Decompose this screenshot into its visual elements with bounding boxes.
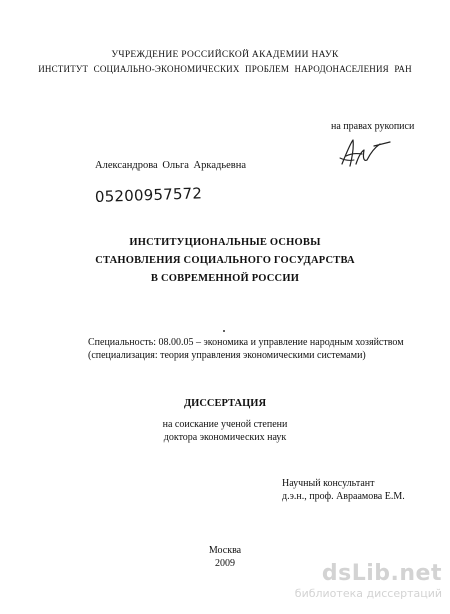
watermark-logo: dsLib.net bbox=[321, 561, 442, 586]
handwritten-signature bbox=[336, 136, 392, 170]
title-line-1: ИНСТИТУЦИОНАЛЬНЫЕ ОСНОВЫ bbox=[129, 237, 321, 248]
specialty-line-2: (специализация: теория управления экономическими системами) bbox=[88, 350, 366, 361]
consultant-name: д.э.н., проф. Авраамова Е.М. bbox=[282, 491, 405, 502]
title-line-3: В СОВРЕМЕННОЙ РОССИИ bbox=[150, 273, 300, 284]
city: Москва bbox=[208, 545, 242, 556]
institution-line-1: УЧРЕЖДЕНИЕ РОССИЙСКОЙ АКАДЕМИИ НАУК bbox=[111, 50, 339, 60]
ink-speck bbox=[223, 330, 225, 332]
watermark-subtitle: библиотека диссертаций bbox=[294, 587, 442, 600]
institution-line-2: ИНСТИТУТ СОЦИАЛЬНО-ЭКОНОМИЧЕСКИХ ПРОБЛЕМ НАРОДОНАСЕЛЕНИЯ РАН bbox=[38, 64, 412, 74]
handwritten-stamp-number: 05200957572 bbox=[94, 184, 203, 206]
title-line-2: СТАНОВЛЕНИЯ СОЦИАЛЬНОГО ГОСУДАРСТВА bbox=[95, 255, 355, 266]
degree-line-1: на соискание ученой степени bbox=[162, 419, 288, 430]
dissertation-title bbox=[0, 234, 450, 288]
consultant-label: Научный консультант bbox=[282, 478, 375, 489]
watermark bbox=[295, 563, 442, 600]
document-type: ДИССЕРТАЦИЯ bbox=[183, 398, 267, 409]
specialty-line-1: Специальность: 08.00.05 – экономика и управление народным хозяйством bbox=[88, 337, 404, 348]
year: 2009 bbox=[215, 558, 235, 569]
degree-line-2: доктора экономических наук bbox=[163, 432, 287, 443]
manuscript-note: на правах рукописи bbox=[331, 121, 415, 132]
author-name: Александрова Ольга Аркадьевна bbox=[95, 160, 247, 171]
